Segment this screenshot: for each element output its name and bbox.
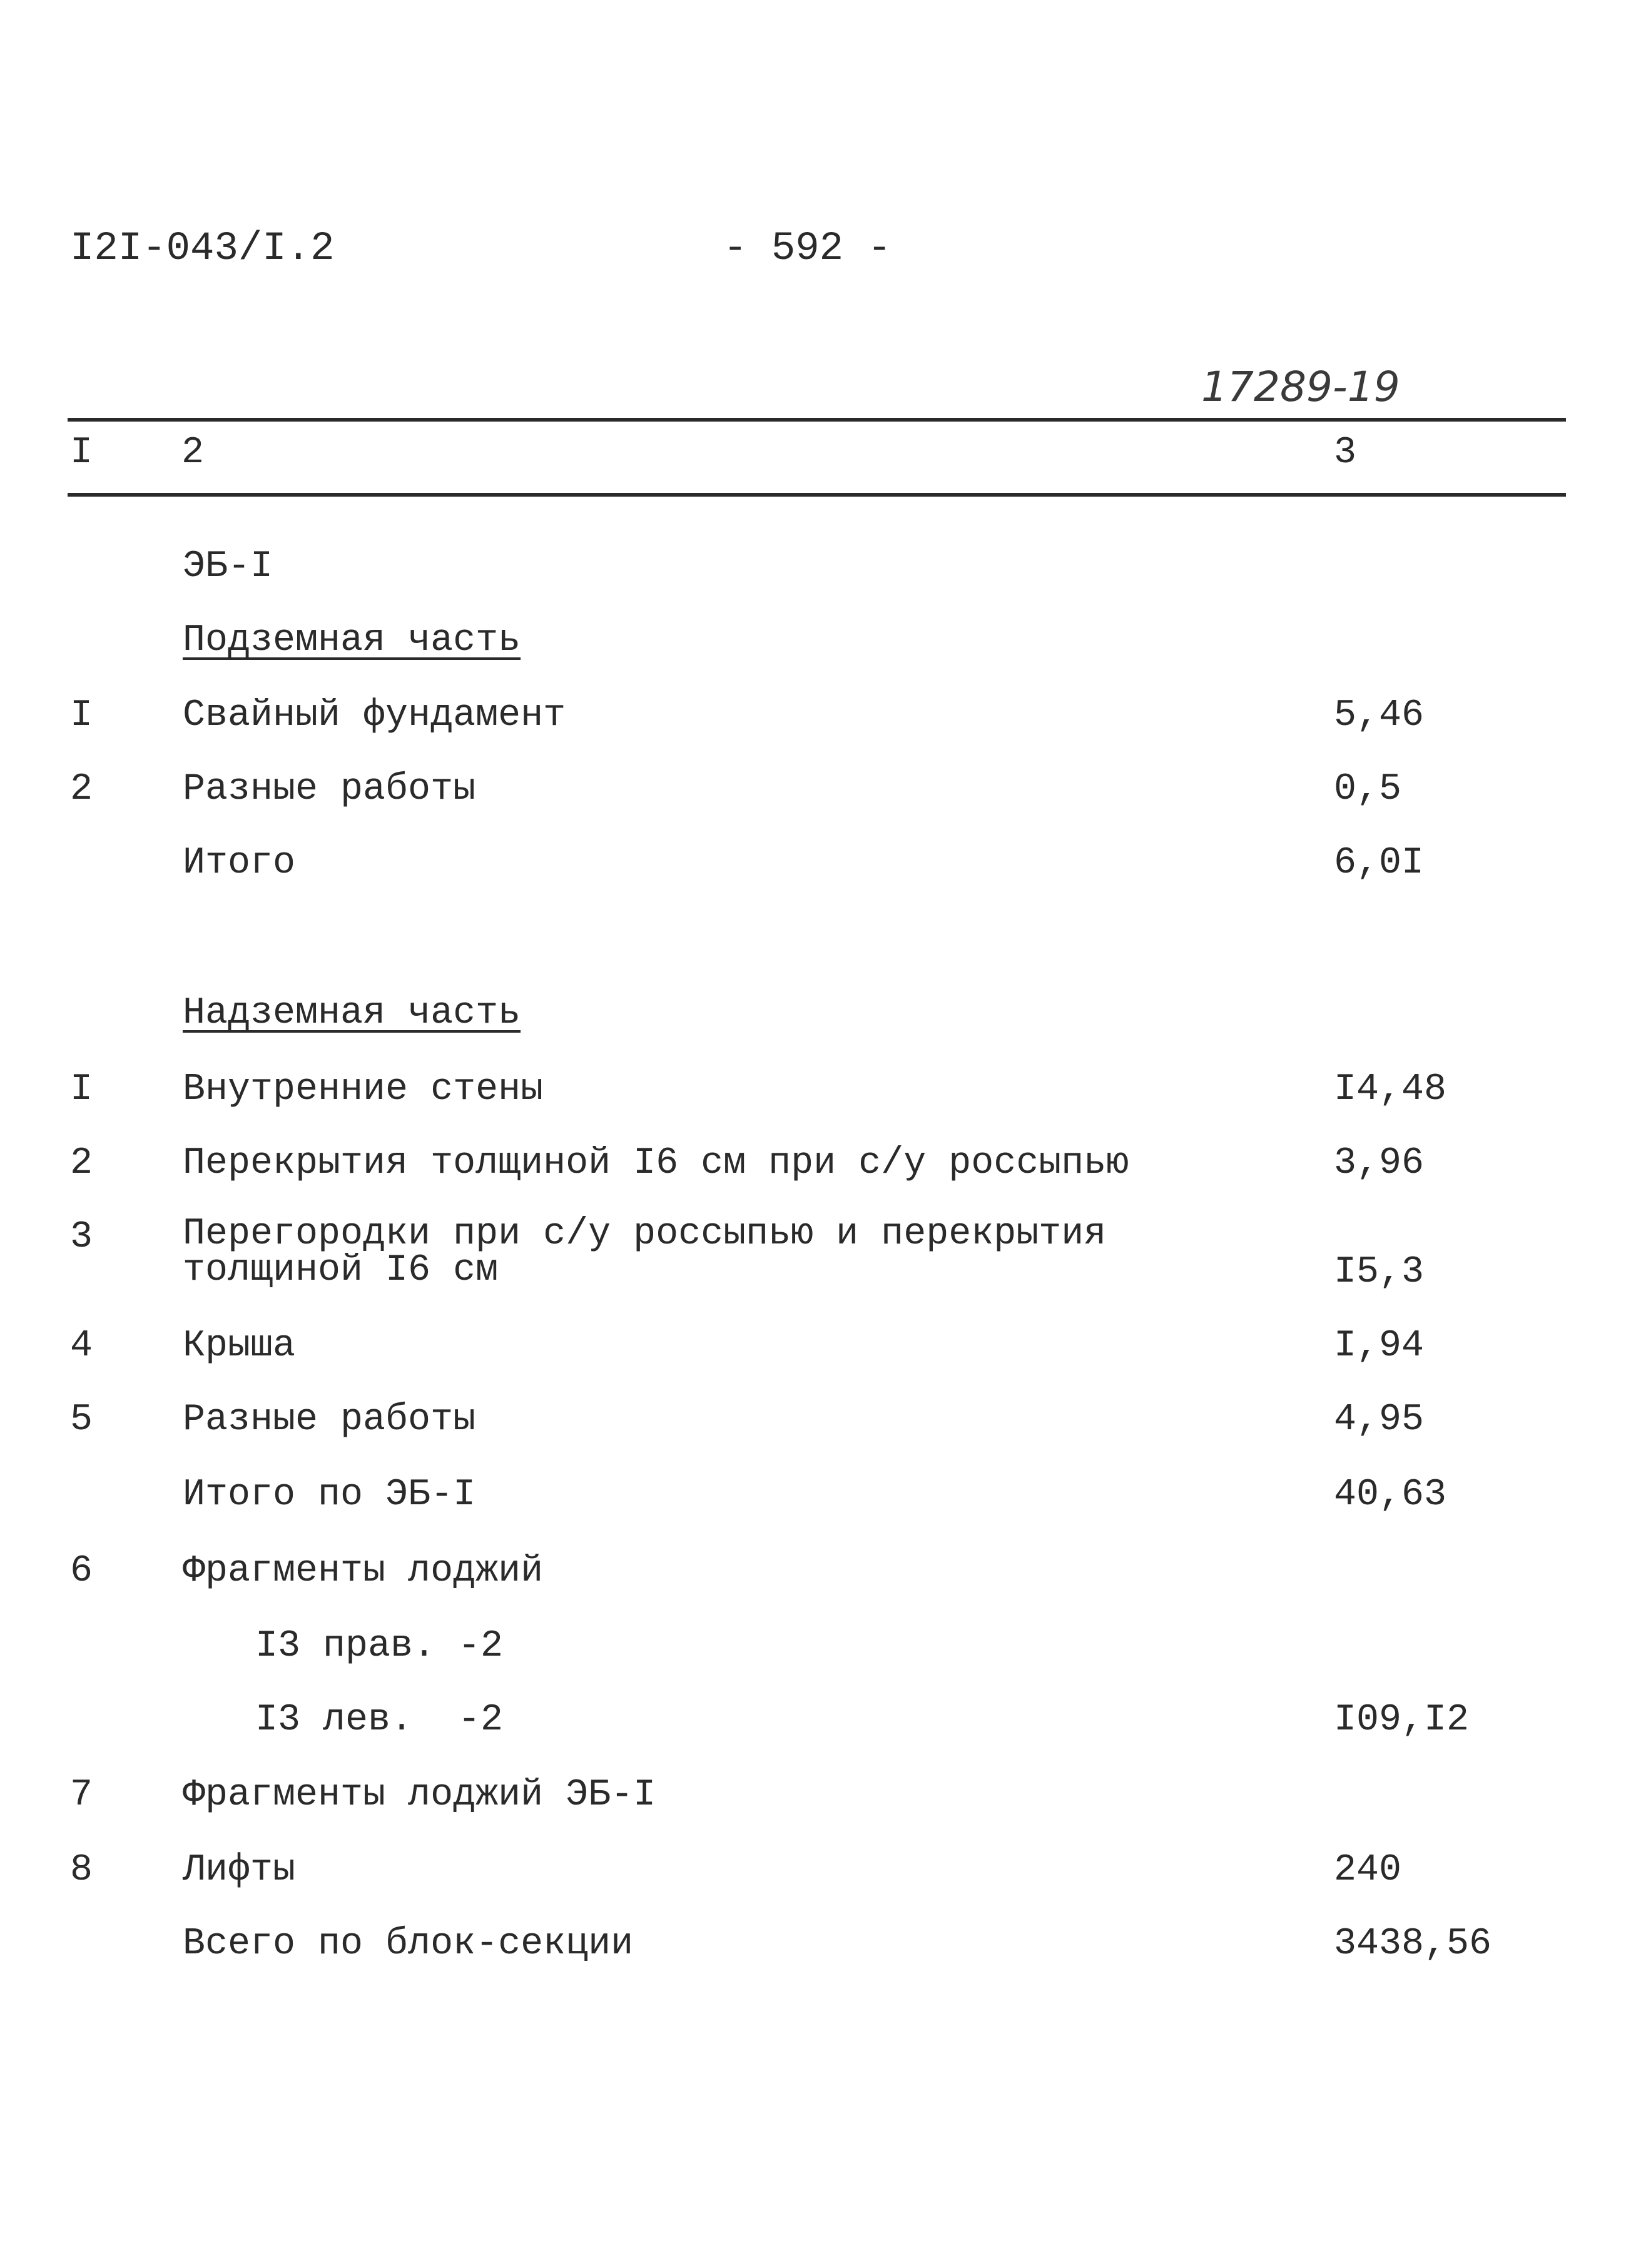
row-value: 3,96 <box>1334 1142 1425 1185</box>
row-description: Свайный фундамент <box>183 694 566 737</box>
column-header-3: 3 <box>1334 432 1357 474</box>
section-heading: Подземная часть <box>183 619 521 662</box>
row-value: 3438,56 <box>1334 1923 1492 1965</box>
row-value: I5,3 <box>1334 1251 1425 1293</box>
row-value: 40,63 <box>1334 1474 1447 1516</box>
row-number: 7 <box>70 1774 93 1816</box>
document-code: I2I-043/I.2 <box>70 226 335 271</box>
row-number: 6 <box>70 1550 93 1592</box>
row-description: Фрагменты лоджий <box>183 1550 544 1592</box>
row-value: I,94 <box>1334 1325 1425 1367</box>
row-value: 0,5 <box>1334 768 1402 811</box>
row-value: 5,46 <box>1334 694 1425 737</box>
section-heading: Надземная часть <box>183 992 521 1035</box>
row-description-continued: толщиной I6 см <box>183 1249 499 1292</box>
page-number: - 592 - <box>723 226 892 271</box>
row-description: Перегородки при с/у россыпью и перекрытия <box>183 1213 1107 1255</box>
row-value: 240 <box>1334 1849 1402 1891</box>
row-description: Разные работы <box>183 768 476 811</box>
row-description: Лифты <box>183 1849 296 1891</box>
row-description: Итого <box>183 842 296 884</box>
row-description: Крыша <box>183 1325 296 1367</box>
row-value: 6,0I <box>1334 842 1425 884</box>
row-description: I3 лев. -2 <box>255 1699 504 1741</box>
row-description: Внутренние стены <box>183 1068 544 1111</box>
table-header-rule <box>68 493 1566 497</box>
table-top-rule <box>68 418 1566 422</box>
row-value: I09,I2 <box>1334 1699 1470 1741</box>
row-description: I3 прав. -2 <box>255 1625 504 1668</box>
row-number: 8 <box>70 1849 93 1891</box>
row-number: 2 <box>70 768 93 811</box>
row-number: I <box>70 1068 93 1111</box>
row-description: ЭБ-I <box>183 545 273 588</box>
row-number: 2 <box>70 1142 93 1185</box>
column-header-1: I <box>70 432 93 474</box>
column-header-2: 2 <box>181 432 205 474</box>
row-value: I4,48 <box>1334 1068 1447 1111</box>
row-description: Итого по ЭБ-I <box>183 1474 476 1516</box>
row-description: Разные работы <box>183 1399 476 1441</box>
row-value: 4,95 <box>1334 1399 1425 1441</box>
row-description: Фрагменты лоджий ЭБ-I <box>183 1774 656 1816</box>
handwritten-number: 17289-19 <box>1201 363 1400 411</box>
row-number: I <box>70 694 93 737</box>
row-number: 5 <box>70 1399 93 1441</box>
row-description: Всего по блок-секции <box>183 1923 634 1965</box>
row-description: Перекрытия толщиной I6 см при с/у россыпью <box>183 1142 1129 1185</box>
row-number: 3 <box>70 1216 93 1258</box>
row-number: 4 <box>70 1325 93 1367</box>
